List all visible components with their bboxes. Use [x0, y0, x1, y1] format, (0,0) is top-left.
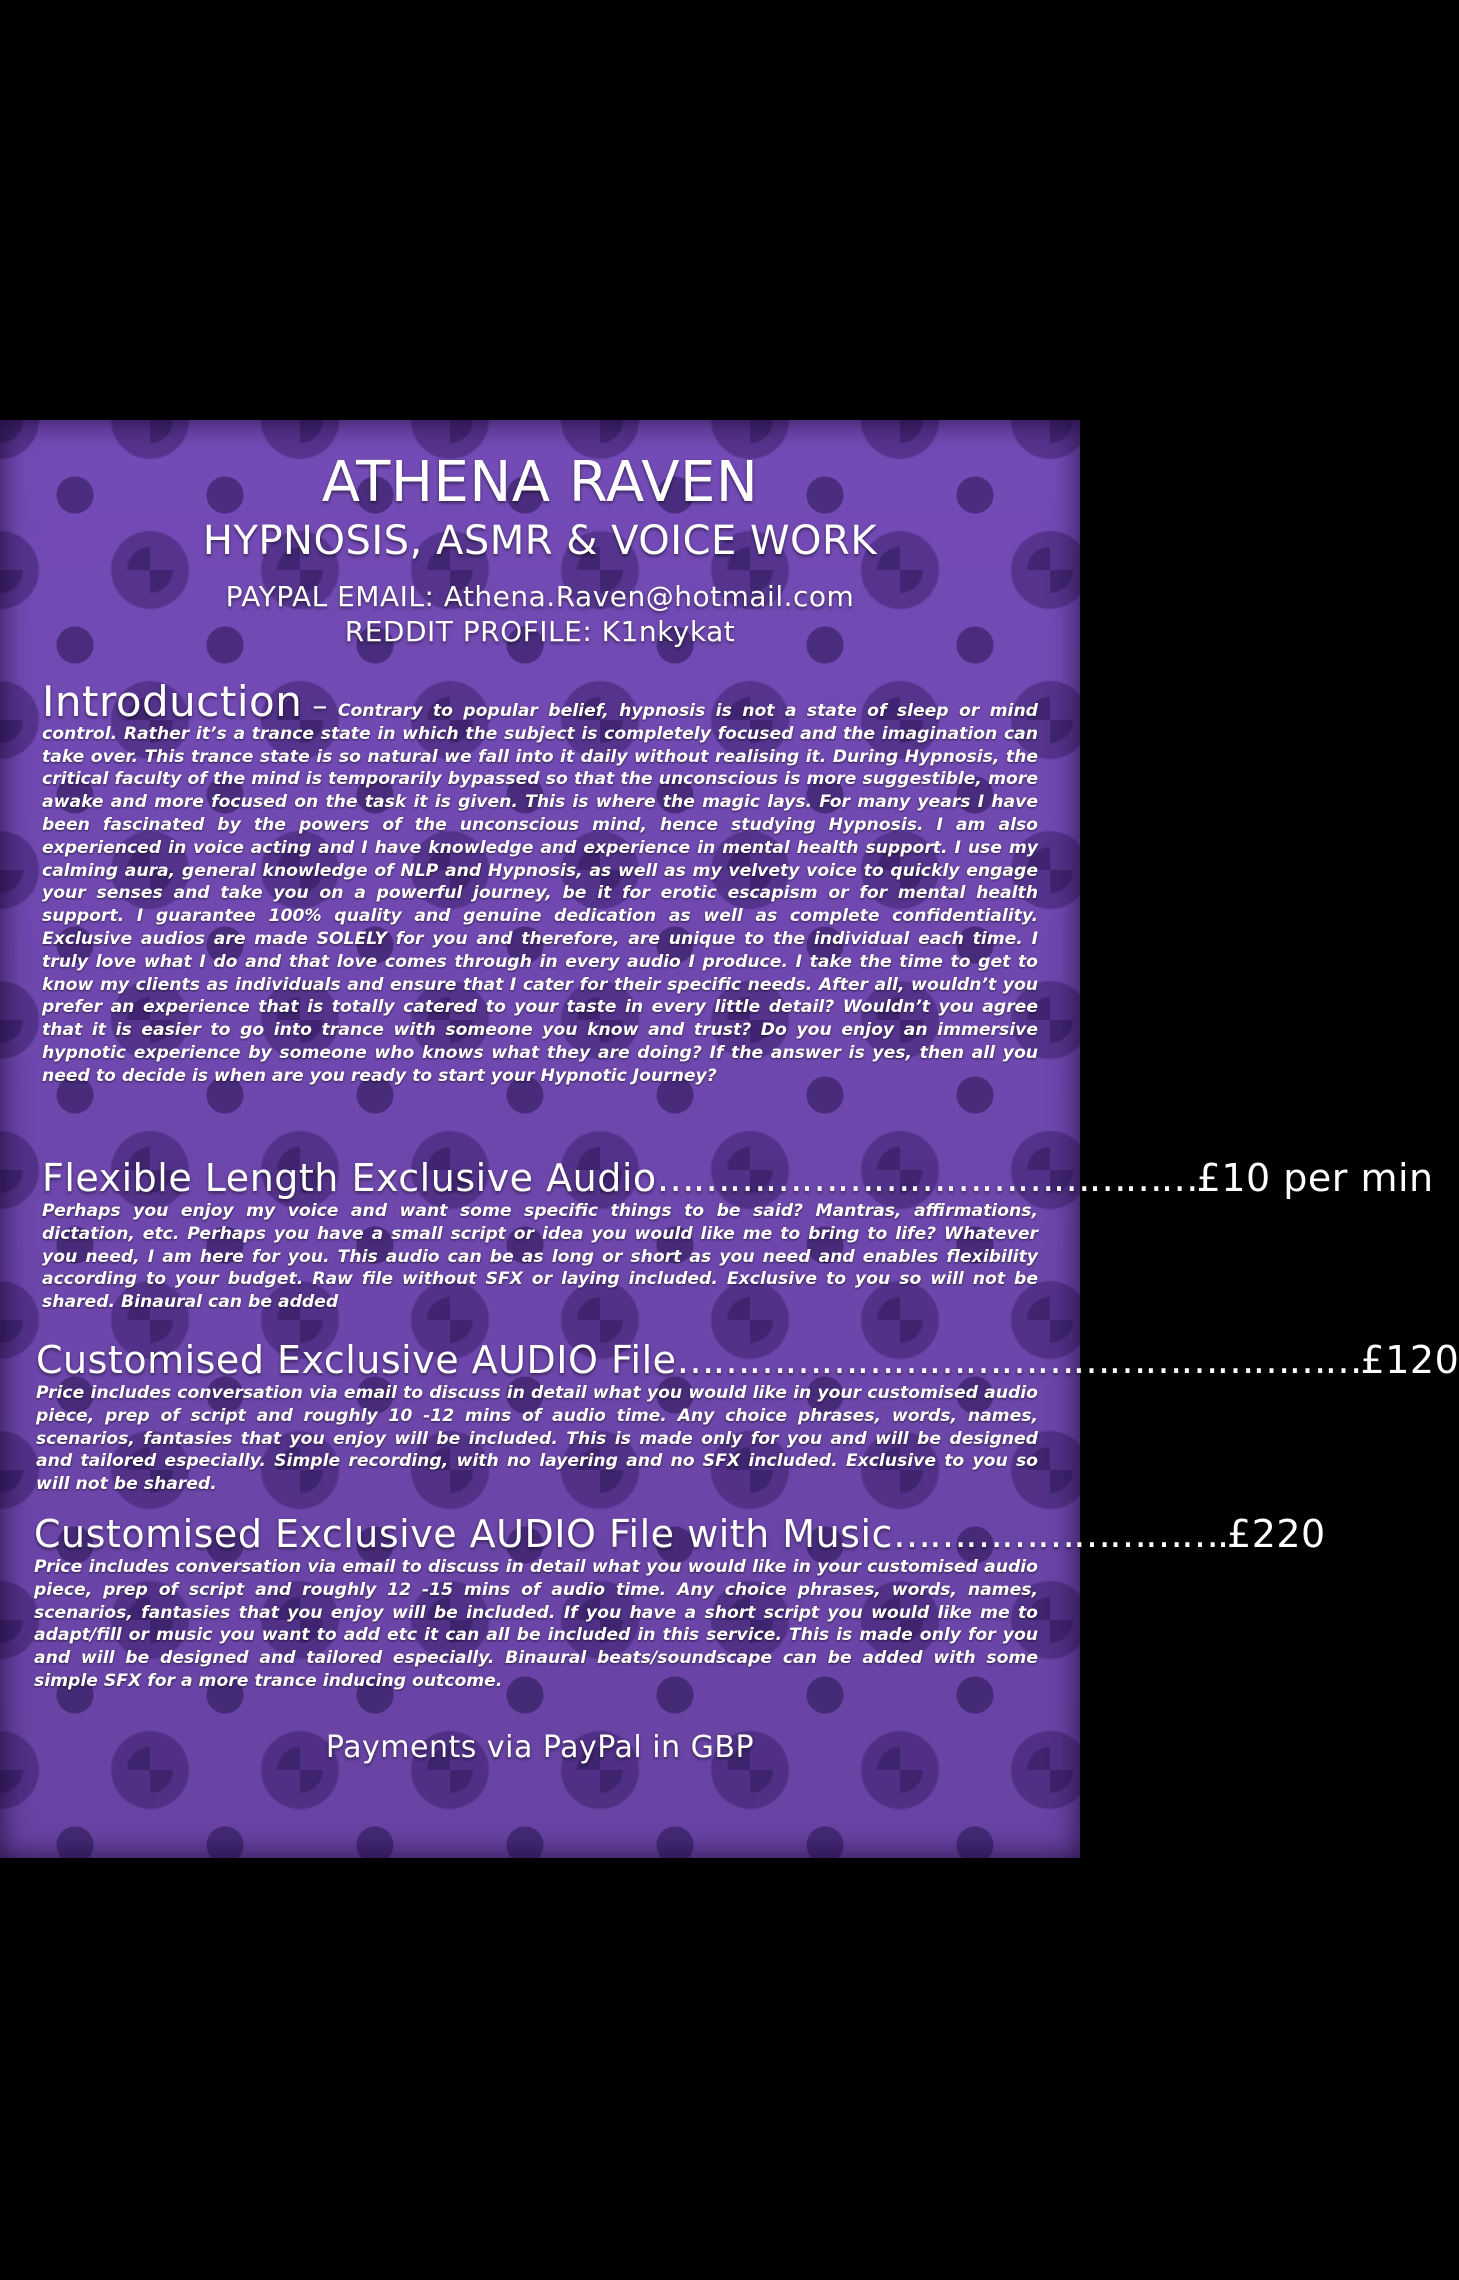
price-leader-dots: ……………………………………… — [656, 1156, 1197, 1200]
introduction-text: Contrary to popular belief, hypnosis is not a state of sleep or mind control. Rather it’s a trance state in which the subject is completely focused and the imagination can take over. This trance state is so natural we fall into it daily without realising it. During Hypnosis, the critical faculty of the mind is temporarily bypassed so that the unconscious is more suggestible, more awake and more focused on the task it is given. This is where the magic lays. For many years I have been fascinated by the powers of the unconscious mind, hence studying Hypnosis. I am also experienced in voice acting and I have knowledge and experience in mental health support. I use my calming aura, general knowledge of NLP and Hypnosis, as well as my velvety voice to quickly engage your senses and take you on a powerful journey, be it for erotic escapism or for mental health support. I guarantee 100% quality and genuine dedication as well as complete confidentiality. Exclusive audios are made SOLELY for you and therefore, are unique to the individual each time. I truly love what I do and that love comes through in every audio I produce. I take the time to get to know my clients as individuals and ensure that I cater for their specific needs. After all, wouldn’t you prefer an experience that is totally catered to your taste in every little detail? Wouldn’t you agree that it is easier to go into trance with someone you know and trust? Do you enjoy an immersive hypnotic experience by someone who knows what they are doing? If the answer is yes, then all you need to decide is when are you ready to start your Hypnotic Journey? — [42, 701, 1038, 1086]
paypal-email: PAYPAL EMAIL: Athena.Raven@hotmail.com — [225, 580, 855, 613]
service-customised-audio — [36, 1338, 1459, 1496]
service-title — [42, 1156, 1434, 1200]
service-flexible-length — [42, 1156, 1434, 1314]
subtitle: HYPNOSIS, ASMR & VOICE WORK — [202, 518, 878, 564]
introduction-block — [42, 677, 1038, 1088]
introduction-heading: Introduction — [42, 677, 303, 726]
service-price: £120 — [1360, 1338, 1459, 1382]
price-leader-dots: ………………………………………………… — [676, 1338, 1361, 1382]
service-title — [34, 1512, 1326, 1556]
service-name: Customised Exclusive AUDIO File — [36, 1338, 677, 1382]
price-list-poster — [0, 420, 1459, 1858]
brand-title: ATHENA RAVEN — [321, 450, 759, 515]
service-description: Price includes conversation via email to discuss in detail what you would like in your customised audio piece, prep of script and roughly 12 -15 mins of audio time. Any choice phrases, words, names, scenarios, fantasies that you enjoy will be included. If you have a short script you would like me to adapt/fill or music you want to add etc it can all be included in this service. This is made only for you and will be designed and tailored especially. Binaural beats/soundscape can be added with some simple SFX for a more trance inducing outcome. — [34, 1557, 1038, 1691]
service-price: £220 — [1227, 1512, 1326, 1556]
payments-note: Payments via PayPal in GBP — [325, 1730, 755, 1765]
service-customised-audio-music — [34, 1512, 1326, 1693]
price-leader-dots: ………………………. — [892, 1512, 1228, 1556]
service-description: Perhaps you enjoy my voice and want some specific things to be said? Mantras, affirmations, dictation, etc. Perhaps you have a small script or idea you would like me to bring to life? Whatever you need, I am here for you. This audio can be as long or short as you need and enables flexibility according to your budget. Raw file without SFX or laying included. Exclusive to you so will not be shared. Binaural can be added — [42, 1201, 1038, 1313]
service-title — [36, 1338, 1459, 1382]
introduction-dash: – — [312, 689, 328, 724]
service-description: Price includes conversation via email to discuss in detail what you would like in your customised audio piece, prep of script and roughly 10 -12 mins of audio time. Any choice phrases, words, names, scenarios, fantasies that you enjoy will be included. This is made only for you and will be designed and tailored especially. Simple recording, with no layering and no SFX included. Exclusive to you so will not be shared. — [36, 1383, 1038, 1495]
service-price: £10 per min — [1196, 1156, 1434, 1200]
reddit-profile: REDDIT PROFILE: K1nkykat — [344, 615, 736, 648]
service-name: Flexible Length Exclusive Audio — [42, 1156, 657, 1200]
service-name: Customised Exclusive AUDIO File with Music — [34, 1512, 893, 1556]
